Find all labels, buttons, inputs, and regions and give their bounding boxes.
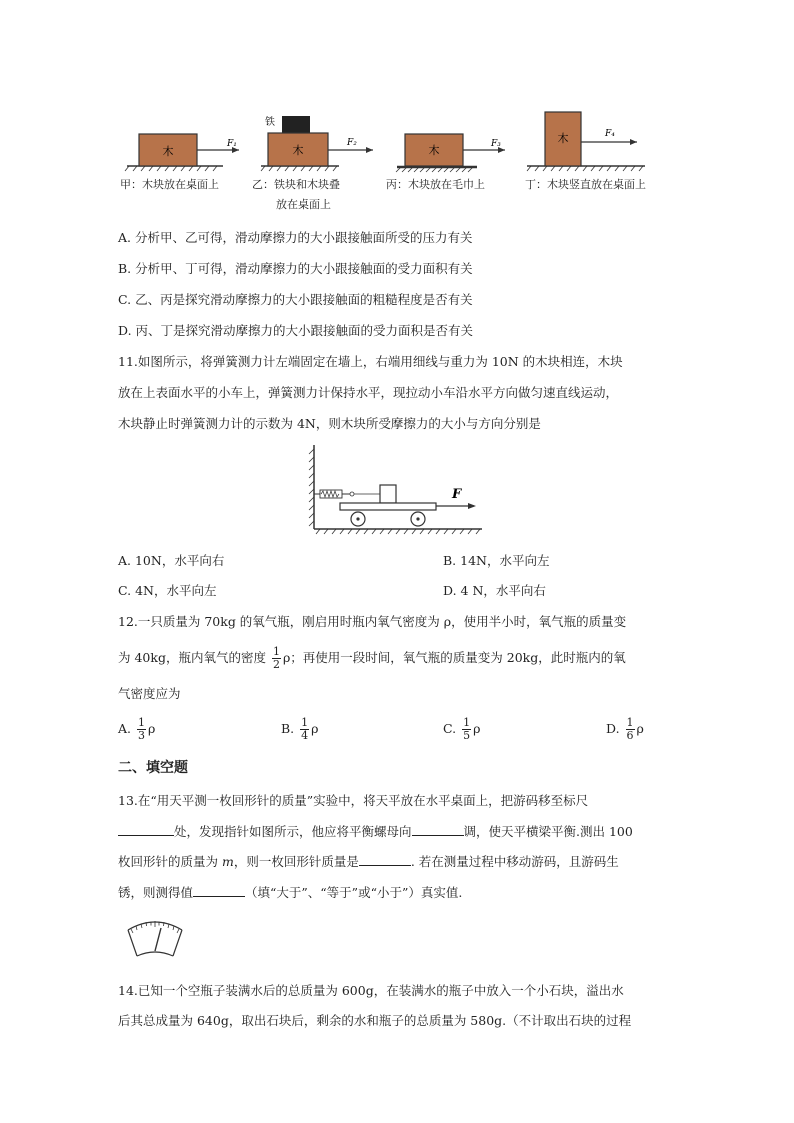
q13-line2-text-b: 调，使天平横梁平衡.测出 100 [463,824,633,839]
q10-option-a: A. 分析甲、乙可得，滑动摩擦力的大小跟接触面所受的压力有关 [118,230,473,245]
force-f4-label: F₄ [605,129,615,139]
force-f3-label: F₃ [491,139,501,149]
spring-scale [314,490,354,498]
q11-text-line3: 木块静止时弹簧测力计的示数为 4N，则木块所受摩擦力的大小与方向分别是 [118,416,541,431]
fraction-numerator: 1 [463,716,471,729]
fraction-denominator: 5 [463,729,471,742]
variable-m: m [221,854,234,869]
q12-line2-post: ρ；再使用一段时间，氧气瓶的质量变为 20kg，此时瓶内的氧 [282,650,626,665]
answer-blank[interactable] [118,822,174,836]
block-on-cart [380,485,396,503]
q13-line3-text-a: 枚回形针的质量为 [118,854,222,869]
spring-cart-figure [306,443,486,535]
option-label: C. [443,721,457,736]
iron-block [282,116,310,133]
fraction-half [272,646,281,671]
option-unit: ρ [311,721,319,736]
q12-option-c [443,717,480,742]
q13-text-line3 [118,852,619,871]
friction-experiment-figure [115,110,675,186]
iron-label: 铁 [265,117,275,128]
q11-option-a: A. 10N，水平向右 [118,553,225,568]
q13-line4-text-a: 锈，则测得值 [118,885,194,900]
q12-text-line1: 12.一只质量为 70kg 的氧气瓶，刚启用时瓶内氧气密度为 ρ，使用半小时，氧气瓶的质量变 [118,614,627,629]
q14-text-line2: 后其总成量为 640g，取出石块后，剩余的水和瓶子的总质量为 580g.（不计取出石块的过程 [118,1013,632,1028]
fraction-numerator: 1 [138,716,145,729]
q12-option-a [118,717,155,742]
answer-blank[interactable] [412,822,464,836]
q12-option-b [281,717,319,742]
option-label: B. [281,721,295,736]
option-unit: ρ [148,721,156,736]
caption-yi-line1: 乙：铁块和木块叠 [252,178,340,191]
caption-yi-line2: 放在桌面上 [276,198,331,211]
q13-line2-text-a: 处，发现指针如图所示，他应将平衡螺母向 [174,824,412,839]
section-title-fill-in: 二、填空题 [118,760,188,776]
setup-bing [396,134,505,172]
q13-line3-text-b: ，则一枚回形针质量是 [233,854,359,869]
fraction-numerator: 1 [301,716,309,729]
caption-ding: 丁：木块竖直放在桌面上 [525,178,646,191]
wood-label: 木 [557,132,569,145]
fraction [462,717,471,742]
q13-text-line2 [118,822,633,841]
wood-label: 木 [292,144,304,157]
fraction [137,717,146,742]
setup-ding [527,112,645,171]
fraction-numerator: 1 [272,645,280,658]
q12-text-line2 [118,646,626,671]
fraction-numerator: 1 [626,716,634,729]
fraction [626,717,635,742]
q11-text-line1: 11.如图所示，将弹簧测力计左端固定在墙上，右端用细线与重力为 10N 的木块相连，木块 [118,354,623,369]
fraction-denominator: 2 [272,658,280,671]
q12-text-line3: 气密度应为 [118,686,181,701]
force-f2-label: F₂ [347,138,357,148]
q11-option-c: C. 4N，水平向左 [118,583,217,598]
q10-option-d: D. 丙、丁是探究滑动摩擦力的大小跟接触面的受力面积是否有关 [118,323,474,338]
q11-option-b: B. 14N，水平向左 [443,553,550,568]
option-unit: ρ [473,721,481,736]
q12-line2-pre: 为 40kg，瓶内氧气的密度 [118,650,266,665]
q12-option-d [606,717,644,742]
q13-line3-text-c: . 若在测量过程中移动游码，且游码生 [410,854,619,869]
fraction [300,717,309,742]
q13-text-line4 [118,883,462,902]
force-f1-label: F₁ [227,139,237,149]
balance-pointer [155,928,161,951]
q11-text-line2: 放在上表面水平的小车上，弹簧测力计保持水平，现拉动小车沿水平方向做匀速直线运动， [118,385,619,400]
option-label: D. [606,721,620,736]
wood-label: 木 [162,145,174,158]
setup-jia [125,134,239,171]
q11-option-d: D. 4 N，水平向右 [443,583,546,598]
q10-option-c: C. 乙、丙是探究滑动摩擦力的大小跟接触面的粗糙程度是否有关 [118,292,473,307]
q14-text-line1: 14.已知一个空瓶子装满水后的总质量为 600g，在装满水的瓶子中放入一个小石块，溢出水 [118,983,624,998]
cart [340,503,436,510]
answer-blank[interactable] [359,852,411,866]
q13-line4-text-b: （填“大于”、“等于”或“小于”）真实值. [245,885,463,900]
q10-option-b: B. 分析甲、丁可得，滑动摩擦力的大小跟接触面的受力面积有关 [118,261,473,276]
option-unit: ρ [636,721,644,736]
caption-jia: 甲：木块放在桌面上 [120,178,219,191]
fraction-denominator: 4 [301,729,309,742]
balance-pointer-figure [120,914,190,962]
wood-label: 木 [428,144,440,157]
fraction-denominator: 6 [626,729,634,742]
force-f-label: F [452,487,462,502]
q13-text-line1: 13.在“用天平测一枚回形针的质量”实验中，将天平放在水平桌面上，把游码移至标尺 [118,793,589,808]
fraction-denominator: 3 [138,729,145,742]
option-label: A. [118,721,132,736]
caption-bing: 丙：木块放在毛巾上 [386,178,485,191]
answer-blank[interactable] [193,883,245,897]
